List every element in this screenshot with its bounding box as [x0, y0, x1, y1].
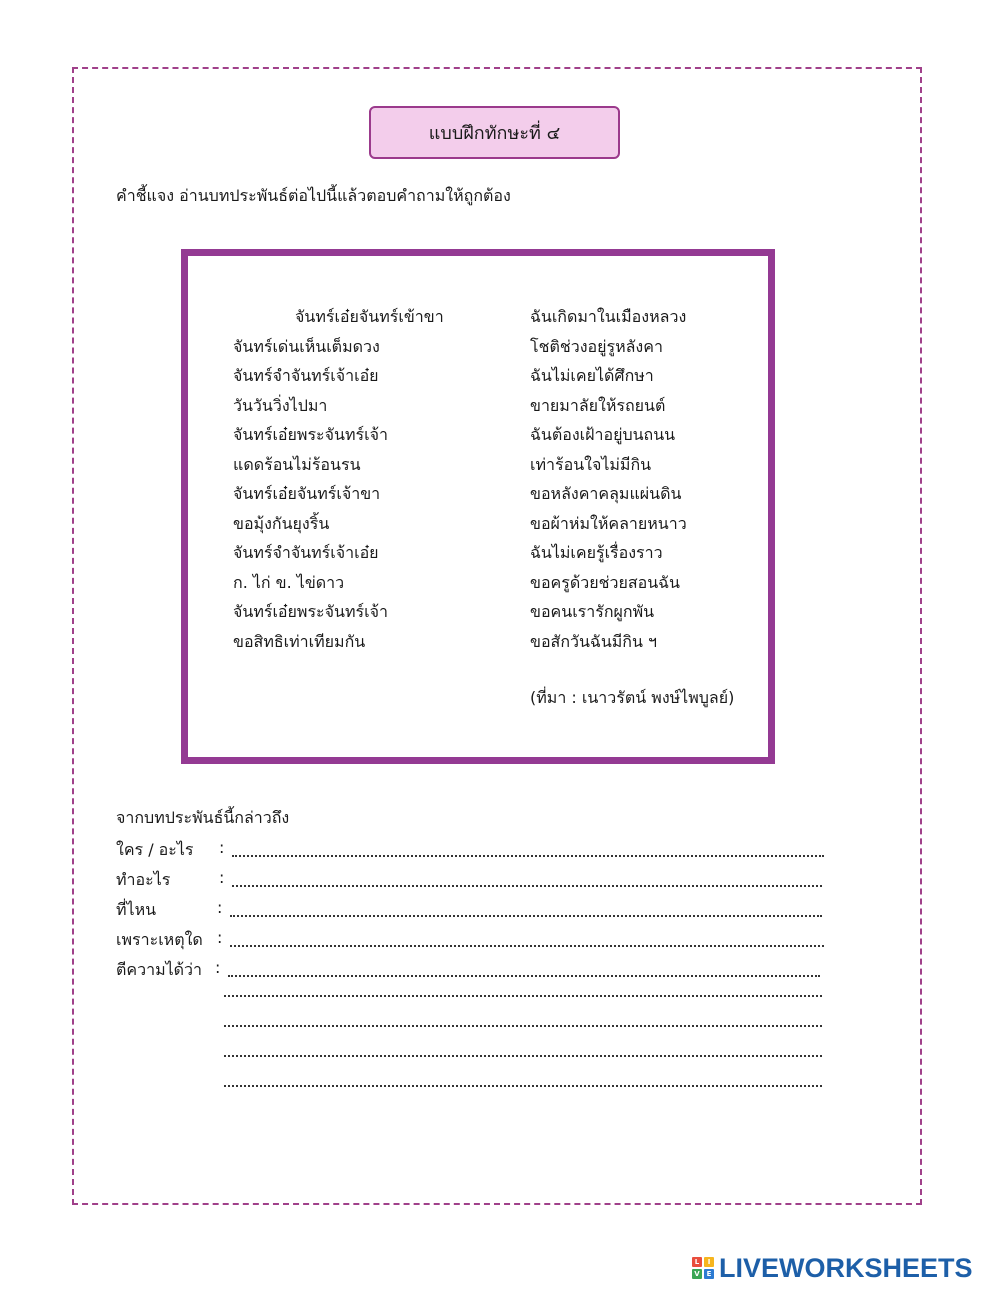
poem-line: ก. ไก่ ข. ไข่ดาว — [233, 572, 345, 592]
logo-mark-e: E — [704, 1269, 714, 1279]
question-where — [116, 898, 824, 922]
question-why — [116, 928, 824, 952]
poem-line: จันทร์จำจันทร์เจ้าเอ๋ย — [233, 543, 379, 562]
logo-mark-l: L — [692, 1257, 702, 1267]
question-who — [116, 838, 824, 862]
instruction-text: คำชี้แจง อ่านบทประพันธ์ต่อไปนี้แล้วตอบคำถามให้ถูกต้อง — [116, 186, 511, 205]
poem-line: ฉันต้องเฝ้าอยู่บนถนน — [530, 425, 676, 444]
poem-line: จันทร์เอ๋ยพระจันทร์เจ้า — [233, 425, 388, 444]
worksheet-title-text: แบบฝึกทักษะที่ ๔ — [428, 123, 561, 144]
poem-line: ขายมาลัยให้รถยนต์ — [530, 395, 666, 415]
question-colon: : — [219, 868, 225, 887]
questions-intro: จากบทประพันธ์นี้กล่าวถึง — [116, 808, 290, 827]
answer-field-interpret-line-2[interactable] — [224, 995, 822, 997]
question-colon: : — [219, 838, 225, 857]
poem-right-column — [530, 302, 687, 656]
poem-line: เท่าร้อนใจไม่มีกิน — [530, 454, 652, 474]
answer-field-interpret-line-5[interactable] — [224, 1085, 822, 1087]
poem-line: ขอสิทธิเท่าเทียมกัน — [233, 631, 366, 651]
poem-line: ขอหลังคาคลุมแผ่นดิน — [530, 484, 682, 503]
poem-line: วันวันวิ่งไปมา — [233, 395, 328, 415]
answer-field-interpret-line-3[interactable] — [224, 1025, 822, 1027]
question-label: ใคร / อะไร — [116, 840, 194, 859]
question-label: ตีความได้ว่า — [116, 960, 203, 979]
poem-line: ขอครูด้วยช่วยสอนฉัน — [530, 572, 680, 592]
question-interpret — [116, 958, 824, 982]
logo-mark-icon — [692, 1257, 714, 1279]
logo-text: LIVEWORKSHEETS — [719, 1252, 973, 1283]
question-what — [116, 868, 824, 892]
worksheet-title — [369, 106, 620, 159]
logo-mark-i: I — [704, 1257, 714, 1267]
question-colon: : — [217, 898, 223, 917]
poem-line: แดดร้อนไม่ร้อนรน — [233, 454, 361, 474]
liveworksheets-logo — [692, 1252, 973, 1284]
poem-line: จันทร์เอ๋ยจันทร์เจ้าขา — [233, 484, 381, 503]
question-label: ทำอะไร — [116, 870, 171, 889]
poem-line: ขอคนเรารักผูกพัน — [530, 602, 655, 621]
poem-source: (ที่มา : เนาวรัตน์ พงษ์ไพบูลย์) — [530, 688, 735, 707]
answer-field-what[interactable] — [232, 885, 822, 887]
poem-line: ฉันไม่เคยได้ศึกษา — [530, 366, 654, 385]
poem-line: จันทร์เอ๋ยจันทร์เข้าขา — [295, 307, 444, 326]
question-label: ที่ไหน — [116, 900, 157, 919]
poem-line: จันทร์จำจันทร์เจ้าเอ๋ย — [233, 366, 379, 385]
logo-mark-v: V — [692, 1269, 702, 1279]
poem-left-column — [233, 302, 444, 656]
poem-line: ฉันไม่เคยรู้เรื่องราว — [530, 543, 663, 562]
answer-field-where[interactable] — [230, 915, 822, 917]
question-label: เพราะเหตุใด — [116, 930, 203, 949]
poem-line: จันทร์เด่นเห็นเต็มดวง — [233, 336, 380, 356]
poem-line: โชติช่วงอยู่รูหลังคา — [530, 336, 663, 356]
question-colon: : — [215, 958, 221, 977]
question-colon: : — [217, 928, 223, 947]
answer-field-interpret[interactable] — [228, 975, 820, 977]
poem-line: ขอมุ้งกันยุงริ้น — [233, 513, 330, 533]
answer-field-interpret-line-4[interactable] — [224, 1055, 822, 1057]
answer-field-who[interactable] — [232, 855, 824, 857]
poem-line: จันทร์เอ๋ยพระจันทร์เจ้า — [233, 602, 388, 621]
poem-line: ฉันเกิดมาในเมืองหลวง — [530, 307, 687, 326]
poem-line: ขอผ้าห่มให้คลายหนาว — [530, 513, 687, 533]
answer-field-why[interactable] — [230, 945, 824, 947]
poem-line: ขอสักวันฉันมีกิน ฯ — [530, 631, 657, 651]
